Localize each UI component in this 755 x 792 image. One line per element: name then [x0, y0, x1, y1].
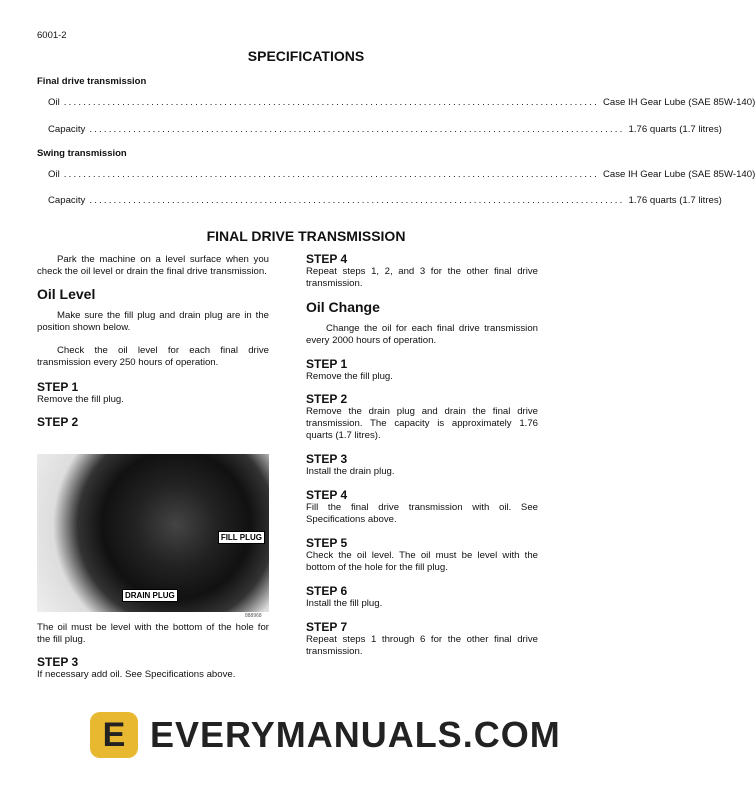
oil-level-heading: Oil Level — [37, 286, 96, 302]
oil-change-heading: Oil Change — [306, 299, 380, 315]
step-heading: STEP 5 — [306, 536, 348, 550]
step-text: If necessary add oil. See Specifications above. — [37, 669, 236, 680]
step-text: Repeat steps 1 through 6 for the other final drive transmission. — [306, 634, 538, 657]
spec-value: 1.76 quarts (1.7 litres) — [628, 195, 722, 206]
step-text: Fill the final drive transmission with oil. See Specifications above. — [306, 502, 538, 525]
intro-text: Park the machine on a level surface when you check the oil level or drain the final drive transmission. — [37, 254, 269, 277]
spec-group-heading: Swing transmission — [37, 148, 127, 159]
spec-value: Case IH Gear Lube (SAE 85W-140) — [602, 169, 755, 180]
paragraph: Make sure the fill plug and drain plug are in the position shown below. — [37, 310, 269, 333]
spec-row — [48, 195, 722, 207]
spec-label: Oil — [48, 169, 60, 180]
right-column — [306, 252, 538, 658]
spec-row — [48, 124, 722, 136]
step-heading: STEP 3 — [37, 655, 79, 669]
dot-leader: .............................................................................................................. — [63, 97, 599, 108]
left-column — [37, 254, 269, 429]
fill-plug-callout: FILL PLUG — [218, 531, 265, 544]
dot-leader: .............................................................................................................. — [89, 195, 625, 206]
spec-value: Case IH Gear Lube (SAE 85W-140) — [602, 97, 755, 108]
step-text: Repeat steps 1, 2, and 3 for the other final drive transmission. — [306, 266, 538, 289]
spec-label: Oil — [48, 97, 60, 108]
left-column-lower — [37, 622, 269, 681]
specifications-title: SPECIFICATIONS — [247, 48, 365, 64]
dot-leader: .............................................................................................................. — [89, 124, 625, 135]
paragraph: Check the oil level for each final drive transmission every 250 hours of operation. — [37, 345, 269, 368]
step-text: The oil must be level with the bottom of the hole for the fill plug. — [37, 622, 269, 645]
figure-number: 888968 — [245, 613, 262, 619]
page-number: 6001-2 — [37, 30, 67, 41]
step-text: Install the fill plug. — [306, 598, 383, 609]
section-title: FINAL DRIVE TRANSMISSION — [206, 228, 406, 244]
spec-row — [48, 169, 755, 181]
spec-group-heading: Final drive transmission — [37, 76, 147, 87]
step-heading: STEP 2 — [306, 392, 348, 406]
step-text: Remove the drain plug and drain the final drive transmission. The capacity is approximately 1.76 quarts (1.7 litres). — [306, 406, 538, 441]
step-text: Remove the fill plug. — [37, 394, 124, 405]
final-drive-photo — [37, 454, 269, 612]
step-heading: STEP 6 — [306, 584, 348, 598]
step-heading: STEP 3 — [306, 452, 348, 466]
step-heading: STEP 1 — [37, 380, 79, 394]
spec-value: 1.76 quarts (1.7 litres) — [628, 124, 722, 135]
step-text: Remove the fill plug. — [306, 371, 393, 382]
step-heading: STEP 7 — [306, 620, 348, 634]
step-text: Install the drain plug. — [306, 466, 395, 477]
step-heading: STEP 4 — [306, 252, 348, 266]
step-heading: STEP 4 — [306, 488, 348, 502]
spec-label: Capacity — [48, 195, 86, 206]
watermark-group — [90, 712, 561, 758]
spec-label: Capacity — [48, 124, 86, 135]
dot-leader: .............................................................................................................. — [63, 169, 599, 180]
drain-plug-callout: DRAIN PLUG — [122, 589, 178, 602]
spec-row — [48, 97, 755, 109]
watermark-logo: E — [90, 712, 138, 758]
step-text: Check the oil level. The oil must be level with the bottom of the hole for the fill plug. — [306, 550, 538, 573]
step-heading: STEP 2 — [37, 415, 79, 429]
paragraph: Change the oil for each final drive transmission every 2000 hours of operation. — [306, 323, 538, 346]
watermark: EVERYMANUALS.COM — [150, 714, 561, 755]
step-heading: STEP 1 — [306, 357, 348, 371]
